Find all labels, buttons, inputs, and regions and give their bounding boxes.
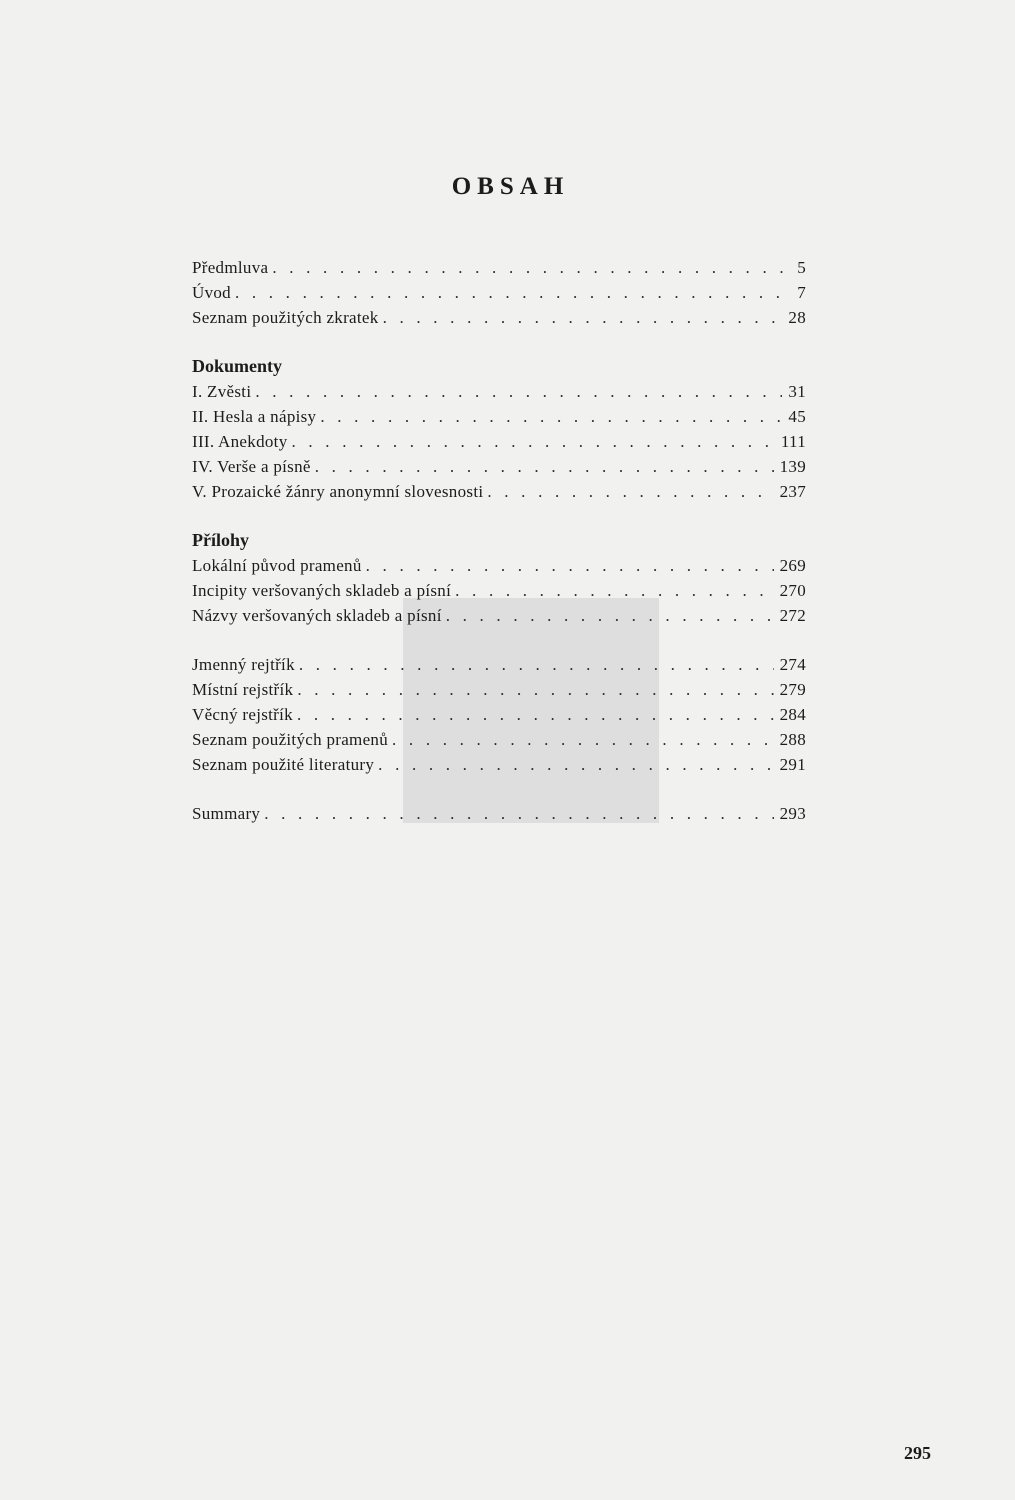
dot-leader	[255, 379, 782, 404]
toc-entry-page: 5	[797, 258, 806, 277]
toc-section-dokumenty	[192, 354, 806, 504]
toc-section-indexes	[192, 652, 806, 777]
toc-entry-label: Předmluva	[192, 258, 269, 277]
dot-leader	[264, 801, 773, 826]
toc-entry-label: Místní rejstřík	[192, 680, 294, 699]
toc-entry-label: II. Hesla a nápisy	[192, 407, 317, 426]
toc-entry-page: 111	[780, 432, 806, 451]
page-number: 295	[904, 1443, 931, 1463]
toc-entry-label: Jmenný rejtřík	[192, 655, 295, 674]
toc-entry-label: IV. Verše a písně	[192, 457, 311, 476]
toc-section-heading: Přílohy	[192, 530, 249, 550]
toc-entry-page: 272	[779, 606, 806, 625]
toc-section-prilohy	[192, 528, 806, 628]
toc-entry[interactable]	[192, 801, 806, 826]
toc-entry-page: 28	[788, 308, 806, 327]
page-title: OBSAH	[451, 173, 570, 200]
toc-entry-label: Incipity veršovaných skladeb a písní	[192, 581, 452, 600]
toc-entry[interactable]	[192, 727, 806, 752]
toc-entry-label: Názvy veršovaných skladeb a písní	[192, 606, 442, 625]
dot-leader	[292, 429, 775, 454]
toc-entry-page: 139	[779, 457, 806, 476]
toc-entry[interactable]	[192, 280, 806, 305]
dot-leader	[455, 578, 773, 603]
toc-entry-page: 270	[779, 581, 806, 600]
toc-entry-label: Lokální původ pramenů	[192, 556, 362, 575]
toc-entry-label: Seznam použitých zkratek	[192, 308, 379, 327]
toc-entry-label: Věcný rejstřík	[192, 705, 293, 724]
toc-entry[interactable]	[192, 255, 806, 280]
toc-entry[interactable]	[192, 479, 806, 504]
toc-entry[interactable]	[192, 404, 806, 429]
toc-entry[interactable]	[192, 752, 806, 777]
toc-entry[interactable]	[192, 603, 806, 628]
toc-entry[interactable]	[192, 677, 806, 702]
toc-entry-page: 284	[779, 705, 806, 724]
dot-leader	[297, 677, 773, 702]
toc-entry[interactable]	[192, 454, 806, 479]
toc-entry-page: 7	[797, 283, 806, 302]
toc-entry-label: Seznam použitých pramenů	[192, 730, 389, 749]
toc-entry-label: V. Prozaické žánry anonymní slovesnosti	[192, 482, 484, 501]
dot-leader	[272, 255, 791, 280]
dot-leader	[487, 479, 773, 504]
toc-entry-page: 279	[779, 680, 806, 699]
toc-entry-page: 288	[779, 730, 806, 749]
toc-entry[interactable]	[192, 429, 806, 454]
dot-leader	[297, 702, 774, 727]
toc-section-summary	[192, 801, 806, 826]
toc-section-heading: Dokumenty	[192, 356, 283, 376]
toc-entry-label: Seznam použité literatury	[192, 755, 375, 774]
toc-entry-label: Summary	[192, 804, 261, 823]
toc-entry-page: 293	[779, 804, 806, 823]
dot-leader	[320, 404, 782, 429]
toc-entry[interactable]	[192, 652, 806, 677]
toc-entry[interactable]	[192, 553, 806, 578]
toc-entry[interactable]	[192, 578, 806, 603]
toc-section-front-matter	[192, 255, 806, 330]
toc-entry[interactable]	[192, 379, 806, 404]
dot-leader	[383, 305, 783, 330]
dot-leader	[392, 727, 774, 752]
toc-entry[interactable]	[192, 702, 806, 727]
toc-entry[interactable]	[192, 305, 806, 330]
dot-leader	[366, 553, 774, 578]
dot-leader	[299, 652, 774, 677]
toc-entry-page: 274	[779, 655, 806, 674]
toc-entry-page: 291	[779, 755, 806, 774]
toc-entry-page: 237	[779, 482, 806, 501]
dot-leader	[378, 752, 773, 777]
dot-leader	[446, 603, 774, 628]
toc-entry-page: 45	[788, 407, 806, 426]
toc-entry-label: I. Zvěsti	[192, 382, 252, 401]
toc-entry-label: Úvod	[192, 283, 231, 302]
dot-leader	[235, 280, 791, 305]
toc-entry-label: III. Anekdoty	[192, 432, 288, 451]
dot-leader	[315, 454, 774, 479]
toc-entry-page: 31	[788, 382, 806, 401]
toc-entry-page: 269	[779, 556, 806, 575]
table-of-contents	[192, 255, 806, 826]
